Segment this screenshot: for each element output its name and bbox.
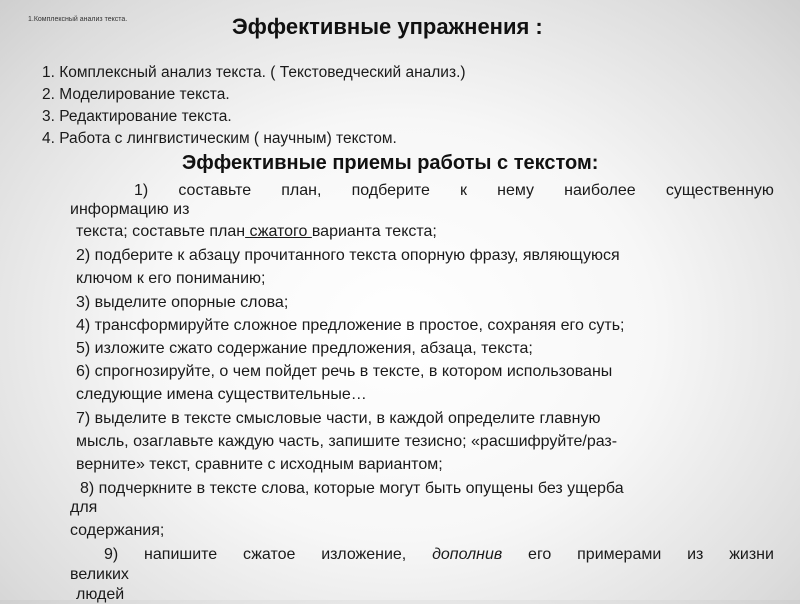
technique-1-word: 1) — [134, 182, 149, 199]
technique-9-line-2: великих — [70, 566, 129, 583]
technique-3: 3) выделите опорные слова; — [76, 294, 289, 311]
exercise-item-1: 1. Комплексный анализ текста. ( Текстоведческий анализ.) — [42, 64, 466, 81]
exercise-item-4: 4. Работа с лингвистическим ( научным) текстом. — [42, 130, 397, 147]
technique-1-word: нему — [497, 182, 535, 199]
technique-6-line-1: 6) спрогнозируйте, о чем пойдет речь в тексте, в котором использованы — [76, 363, 613, 380]
technique-5: 5) изложите сжато содержание предложения, абзаца, текста; — [76, 340, 533, 357]
technique-1-word: составьте — [178, 182, 252, 199]
technique-9-word: жизни — [729, 546, 774, 563]
exercise-item-3: 3. Редактирование текста. — [42, 108, 232, 125]
exercise-item-2: 2. Моделирование текста. — [42, 86, 230, 103]
technique-9-word: его — [528, 546, 552, 563]
technique-9-italic-word: дополнив — [432, 546, 503, 563]
technique-1-word: к — [460, 182, 467, 199]
slide-small-header: 1.Комплексный анализ текста. — [28, 16, 128, 23]
technique-7-line-3: верните» текст, сравните с исходным вариантом; — [76, 456, 443, 473]
technique-9-word: 9) — [104, 546, 119, 563]
technique-8-line-1: 8) подчеркните в тексте слова, которые могут быть опущены без ущерба — [80, 480, 624, 497]
technique-4: 4) трансформируйте сложное предложение в простое, сохраняя его суть; — [76, 317, 625, 334]
technique-9-line-3: людей — [76, 586, 125, 603]
technique-8-line-3: содержания; — [70, 522, 165, 539]
technique-2-line-1: 2) подберите к абзацу прочитанного текста опорную фразу, являющуюся — [76, 247, 620, 264]
technique-1-word: план, — [281, 182, 322, 199]
technique-2-line-2: ключом к его пониманию; — [76, 270, 266, 287]
technique-9-line-1 — [104, 546, 774, 564]
technique-1-text: варианта текста; — [311, 223, 437, 240]
technique-1-text: текста; составьте план — [76, 223, 246, 240]
technique-1-line-3 — [76, 223, 437, 241]
technique-1-underlined-word: сжатого — [245, 223, 312, 240]
techniques-subtitle: Эффективные приемы работы с текстом: — [182, 152, 599, 174]
technique-1-word: наиболее — [564, 182, 636, 199]
slide-title: Эффективные упражнения : — [232, 14, 543, 39]
technique-1-word: существенную — [665, 182, 774, 199]
technique-9-word: напишите — [144, 546, 218, 563]
technique-9-word: изложение, — [321, 546, 407, 563]
technique-1-word: подберите — [351, 182, 430, 199]
technique-9-word: из — [687, 546, 704, 563]
technique-8-line-2: для — [70, 499, 98, 516]
technique-1-line-2: информацию из — [70, 201, 190, 218]
technique-7-line-1: 7) выделите в тексте смысловые части, в каждой определите главную — [76, 410, 601, 427]
technique-7-line-2: мысль, озаглавьте каждую часть, запишите тезисно; «расшифруйте/раз- — [76, 433, 618, 450]
technique-9-word: сжатое — [243, 546, 296, 563]
technique-1-line-1 — [134, 182, 774, 200]
technique-9-word: примерами — [577, 546, 662, 563]
technique-6-line-2: следующие имена существительные… — [76, 386, 367, 403]
